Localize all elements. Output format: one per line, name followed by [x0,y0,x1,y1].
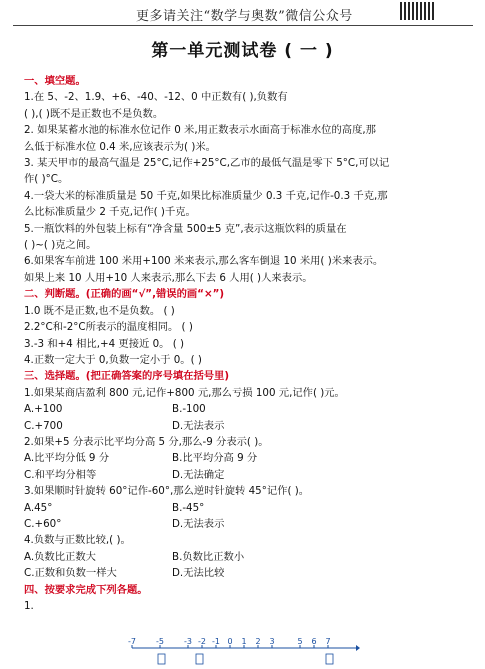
question-line: 4.一袋大米的标准质量是 50 千克,如果比标准质量少 0.3 千克,记作-0.3 千克,那 [24,189,388,202]
option-row [24,450,472,466]
question-line: 2.如果+5 分表示比平均分高 5 分,那么-9 分表示( )。 [24,435,269,448]
exam-content [24,73,472,614]
option: B.-45° [172,501,205,514]
tick-label: 0 [227,637,233,646]
option-row [24,565,472,581]
option: B.-100 [172,403,206,416]
question-line: 4.负数与正数比较,( )。 [24,534,131,547]
option-row [24,549,472,565]
tick-label: -3 [184,637,192,646]
tick-label: 2 [255,637,261,646]
option-row [24,516,472,532]
option-row [24,418,472,434]
page-title: 第一单元测试卷 ( 一 ) [151,41,334,61]
question-line: 2. 如果某蓄水池的标准水位记作 0 米,用正数表示水面高于标准水位的高度,那 [24,124,376,137]
answer-box[interactable] [196,654,203,664]
answer-box[interactable] [326,654,333,664]
question-line: 3.如果顺时针旋转 60°记作-60°,那么逆时针旋转 45°记作( )。 [24,485,310,498]
option: D.无法表示 [172,517,225,530]
question-line: 1. [24,600,34,612]
question-line: 6.如果客车前进 100 米用+100 米来表示,那么客车倒退 10 米用( )米来表示。 [24,255,384,268]
question-line: ( ),( )既不是正数也不是负数。 [24,107,164,120]
section-heading: 四、按要求完成下列各题。 [24,583,148,596]
question-line: 2.2°C和-2°C所表示的温度相同。 ( ) [24,321,193,334]
option: B.负数比正数小 [172,550,245,563]
tick-label: -2 [198,637,206,646]
question-line: 么比标准质量少 2 千克,记作( )千克。 [24,206,196,219]
question-line: 5.一瓶饮料的外包装上标有“净含量 500±5 克”,表示这瓶饮料的质量在 [24,222,347,235]
option: C.+60° [24,517,62,530]
option: A.+100 [24,403,63,416]
question-line: 3. 某天甲市的最高气温是 25°C,记作+25°C,乙市的最低气温是零下 5°C,可以记 [24,157,390,170]
question-line: 3.-3 和+4 相比,+4 更接近 0。 ( ) [24,337,185,350]
option: D.无法表示 [172,419,225,432]
question-line: 么低于标准水位 0.4 米,应该表示为( )米。 [24,140,216,153]
option: A.负数比正数大 [24,550,96,563]
option: A.比平均分低 9 分 [24,452,110,465]
tick-label: 5 [297,637,303,646]
option-row [24,467,472,483]
option: D.无法比较 [172,567,225,580]
tick-label: 3 [269,637,275,646]
question-line: 作( )°C。 [24,173,69,186]
question-line: 1.0 既不是正数,也不是负数。 ( ) [24,304,175,317]
question-line: ( )~( )克之间。 [24,239,97,252]
option: C.正数和负数一样大 [24,567,117,580]
header-text: 更多请关注“数学与奥数”微信公众号 [136,9,353,24]
question-line: 1.在 5、-2、1.9、+6、-40、-12、0 中正数有( ),负数有 [24,91,288,104]
tick-label: 6 [311,637,317,646]
header-divider [13,25,473,26]
question-line: 如果上来 10 人用+10 人来表示,那么下去 6 人用( )人来表示。 [24,271,313,284]
option: D.无法确定 [172,468,225,481]
arrow-right-icon [356,645,360,651]
option: A.45° [24,501,53,514]
question-line: 4.正数一定大于 0,负数一定小于 0。( ) [24,353,202,366]
tick-label: -7 [128,637,136,646]
tick-label: 1 [241,637,247,646]
option: C.+700 [24,419,63,432]
tick-label: -5 [156,637,164,646]
tick-label: 7 [325,637,331,646]
tick-label: -1 [212,637,220,646]
section-heading: 三、选择题。(把正确答案的序号填在括号里) [24,370,230,383]
qr-code-icon [400,2,436,20]
option-row [24,401,472,417]
option: B.比平均分高 9 分 [172,452,258,465]
option: C.和平均分相等 [24,468,97,481]
section-heading: 一、填空题。 [24,75,86,87]
answer-box[interactable] [158,654,165,664]
section-heading: 二、判断题。(正确的画“√”,错误的画“×”) [24,288,225,301]
number-line [130,636,360,666]
page-header [0,2,485,24]
option-row [24,500,472,516]
question-line: 1.如果某商店盈利 800 元,记作+800 元,那么亏损 100 元,记作( )元。 [24,386,345,399]
number-line-ticks [128,637,331,648]
